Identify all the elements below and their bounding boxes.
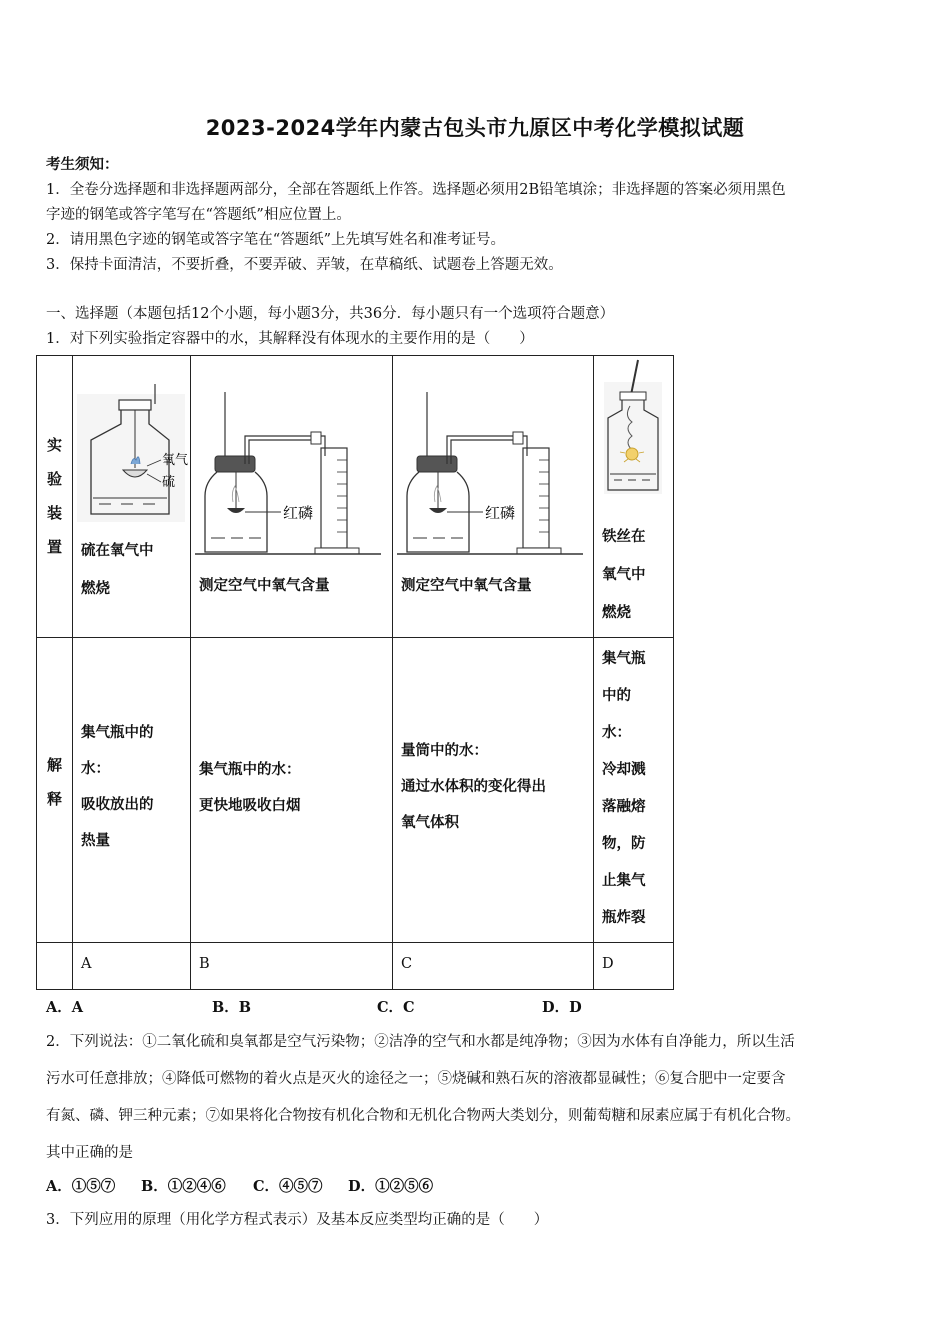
explanation-a-line: 集气瓶中的 (81, 724, 154, 741)
iron-combustion-diagram (594, 356, 673, 508)
explanation-a-line: 水： (81, 760, 110, 777)
red-phosphorus-label: 红磷 (485, 504, 516, 522)
explanation-c-line: 通过水体积的变化得出 (401, 778, 546, 795)
caption-d-line: 铁丝在 (602, 528, 646, 545)
sulfur-label: 硫 (162, 475, 176, 490)
explanation-d-line: 水： (602, 724, 631, 741)
caption-d-line: 氧气中 (602, 566, 646, 583)
explanation-d-line: 止集气 (602, 872, 646, 889)
explanation-d-line: 中的 (602, 687, 631, 704)
question-2-line: 有氮、磷、钾三种元素；⑦如果将化合物按有机化合物和无机化合物两大类划分，则葡萄糖和尿素应属于有机化合物。 (46, 1108, 800, 1124)
explanation-d-line: 物，防 (602, 835, 646, 852)
q1-option-c[interactable]: C．C (377, 999, 415, 1016)
oxygen-label: 氧气 (162, 453, 189, 468)
apparatus-cell-d (594, 356, 674, 638)
explanation-a-line: 吸收放出的 (81, 796, 154, 813)
red-phosphorus-label: 红磷 (283, 504, 314, 522)
q2-option-d[interactable]: D．①②⑤⑥ (348, 1178, 434, 1195)
question-2-line: 其中正确的是 (46, 1145, 133, 1161)
explanation-cell-a (73, 638, 191, 943)
caption-c: 测定空气中氧气含量 (401, 577, 532, 594)
notice-item-2: 2．请用黑色字迹的钢笔或答字笔在“答题纸”上先填写姓名和准考证号。 (46, 232, 506, 248)
label-char: 释 (46, 790, 62, 808)
q1-option-b[interactable]: B．B (212, 999, 252, 1016)
question-3-stem: 3．下列应用的原理（用化学方程式表示）及基本反应类型均正确的是（ ） (46, 1212, 549, 1228)
question-2-line: 2．下列说法：①二氧化硫和臭氧都是空气污染物；②洁净的空气和水都是纯净物；③因为水体有自净能力，所以生活 (46, 1034, 795, 1050)
q1-option-a[interactable]: A．A (46, 999, 84, 1016)
explanation-d-line: 冷却溅 (602, 761, 646, 778)
letter-row (37, 943, 674, 990)
question-2-line: 污水可任意排放；④降低可燃物的着火点是灭火的途径之一；⑤烧碱和熟石灰的溶液都显碱性；⑥复合肥中一定要含 (46, 1071, 786, 1087)
explanation-row (37, 638, 674, 943)
label-char: 装 (46, 504, 62, 522)
label-char: 实 (46, 436, 62, 454)
question-1-stem: 1．对下列实验指定容器中的水，其解释没有体现水的主要作用的是（ ） (46, 331, 534, 347)
q2-option-c[interactable]: C．④⑤⑦ (253, 1178, 323, 1195)
notice-item-1: 1．全卷分选择题和非选择题两部分，全部在答题纸上作答。选择题必须用2B铅笔填涂；非选择题的答案必须用黑色 (46, 182, 786, 198)
notice-heading: 考生须知： (46, 156, 119, 173)
section-heading: 一、选择题（本题包括12个小题，每小题3分，共36分．每小题只有一个选项符合题意） (46, 306, 615, 322)
letter-d: D (602, 956, 614, 972)
page-title: 2023-2024学年内蒙古包头市九原区中考化学模拟试题 (205, 116, 745, 140)
explanation-cell-b (191, 638, 393, 943)
letter-b: B (199, 956, 210, 972)
experiment-table (36, 355, 674, 990)
caption-a-line: 硫在氧气中 (81, 542, 154, 559)
label-char: 验 (46, 470, 62, 488)
oxygen-content-diagram-b (191, 356, 392, 558)
letter-c: C (401, 956, 413, 972)
explanation-b-line: 更快地吸收白烟 (199, 797, 301, 814)
apparatus-cell-c (393, 356, 594, 638)
explanation-c-line: 氧气体积 (401, 814, 459, 831)
q2-option-a[interactable]: A．①⑤⑦ (46, 1178, 116, 1195)
explanation-b-line: 集气瓶中的水： (199, 761, 301, 778)
label-char: 解 (46, 756, 62, 774)
explanation-a-line: 热量 (81, 832, 110, 849)
explanation-cell-c (393, 638, 594, 943)
apparatus-cell-a (73, 356, 191, 638)
apparatus-cell-b (191, 356, 393, 638)
explanation-d-line: 集气瓶 (602, 650, 646, 667)
explanation-row-label (37, 638, 73, 943)
explanation-c-line: 量筒中的水： (401, 742, 488, 759)
explanation-d-line: 落融熔 (602, 798, 646, 815)
label-char: 置 (46, 538, 62, 556)
sulfur-combustion-diagram (73, 356, 190, 528)
explanation-d-line: 瓶炸裂 (602, 909, 646, 926)
q1-option-d[interactable]: D．D (542, 999, 582, 1016)
caption-b: 测定空气中氧气含量 (199, 577, 330, 594)
letter-a: A (81, 956, 92, 972)
apparatus-row (37, 356, 674, 638)
notice-item-1-cont: 字迹的钢笔或答字笔写在“答题纸”相应位置上。 (46, 207, 351, 223)
notice-item-3: 3．保持卡面清洁，不要折叠，不要弄破、弄皱，在草稿纸、试题卷上答题无效。 (46, 257, 563, 273)
oxygen-content-diagram-c (393, 356, 593, 558)
apparatus-row-label (37, 356, 73, 638)
explanation-cell-d (594, 638, 674, 943)
q2-option-b[interactable]: B．①②④⑥ (141, 1178, 226, 1195)
caption-d-line: 燃烧 (602, 604, 631, 621)
caption-a-line: 燃烧 (81, 580, 110, 597)
